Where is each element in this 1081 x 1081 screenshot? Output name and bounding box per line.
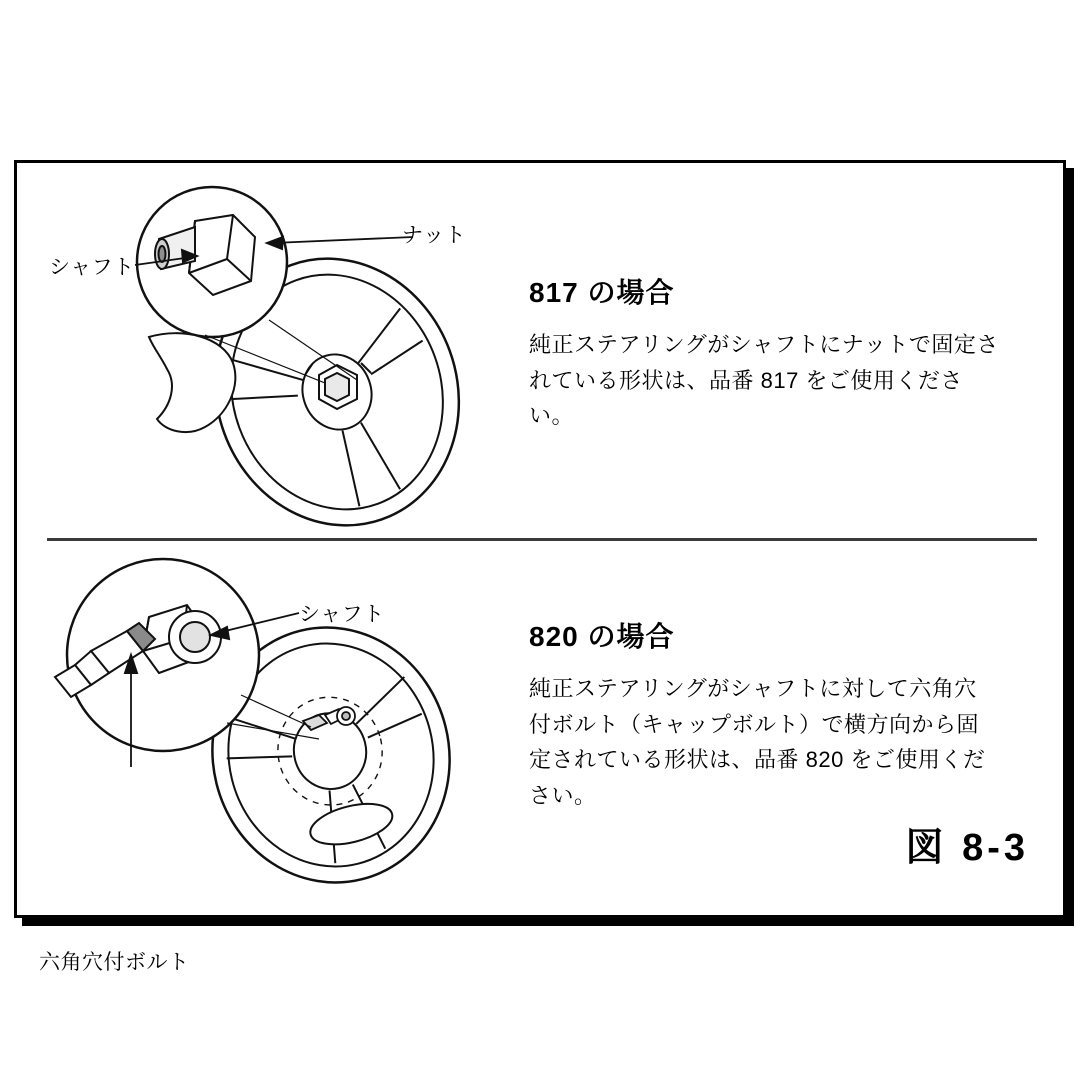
- callout-shaft-820: シャフト: [299, 603, 385, 626]
- frame-shadow-bottom: [22, 918, 1074, 926]
- figure-number-label: 図 8-3: [905, 827, 1029, 869]
- callout-shaft-817: シャフト: [49, 256, 135, 279]
- text-block-817: [529, 271, 999, 434]
- callout-hex-socket-bolt-820: 六角穴付ボルト: [39, 951, 190, 974]
- section-title-820: 820 の場合: [529, 621, 675, 652]
- frame-shadow-right: [1066, 168, 1074, 926]
- section-divider: [47, 538, 1037, 541]
- callout-nut-817: ナット: [402, 224, 467, 247]
- section-body-820: 純正ステアリングがシャフトに対して六角穴付ボルト（キャップボルト）で横方向から固定されている形状は、品番 820 をご使用ください。: [529, 676, 986, 808]
- figure-frame: [14, 160, 1066, 974]
- text-block-820: [529, 615, 999, 814]
- section-title-817: 817 の場合: [529, 277, 675, 308]
- illustration-820: [31, 555, 511, 905]
- section-body-817: 純正ステアリングがシャフトにナットで固定されている形状は、品番 817 をご使用ください。: [529, 332, 999, 429]
